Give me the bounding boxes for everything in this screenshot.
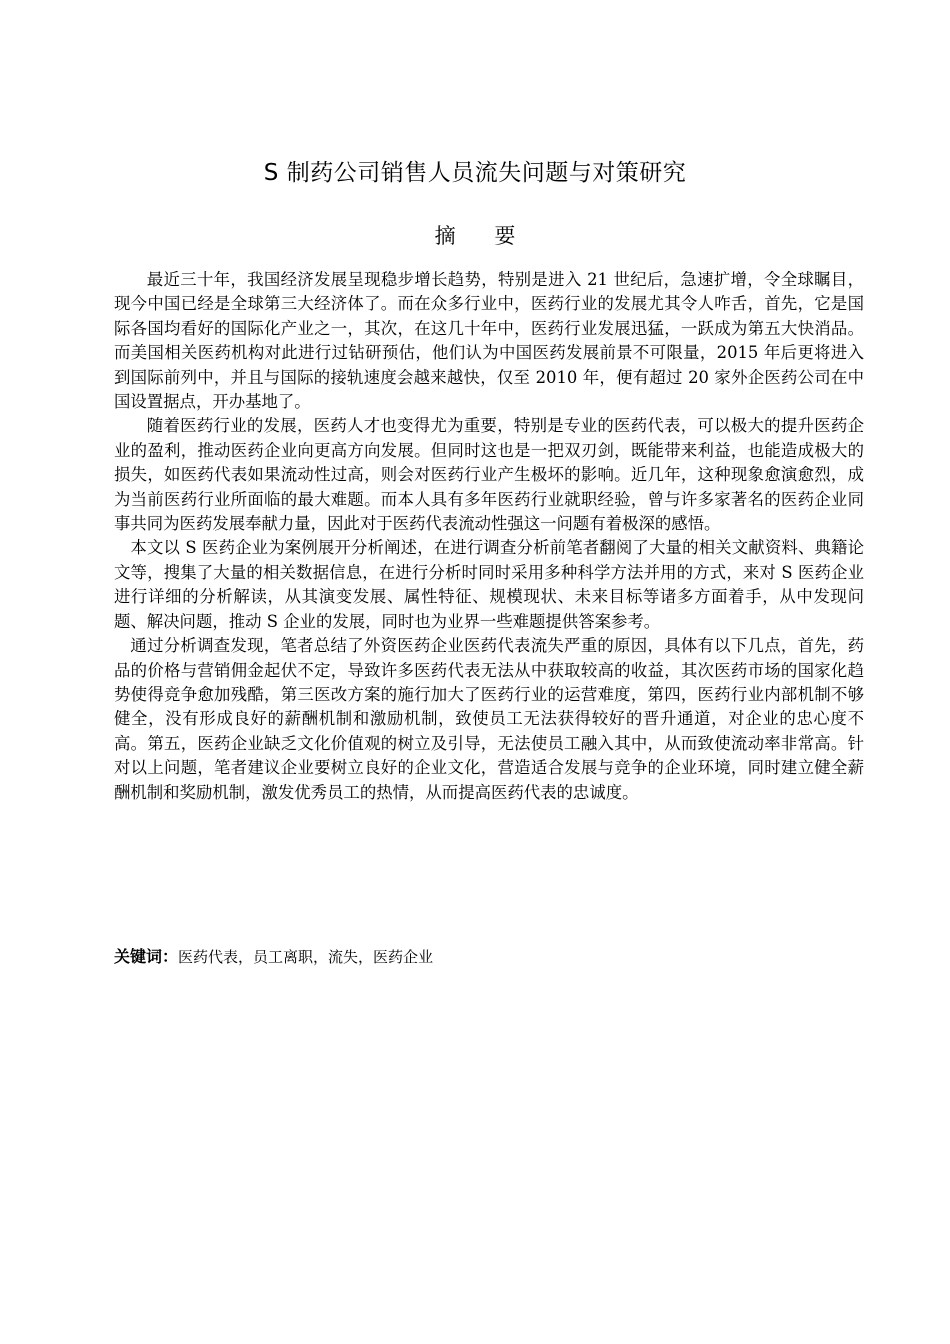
abstract-paragraph-4: 通过分析调查发现，笔者总结了外资医药企业医药代表流失严重的原因，具体有以下几点，首先，药品的价格与营销佣金起伏不定，导致许多医药代表无法从中获取较高的收益，其次医药市场的国家化趋势使得竞争愈加残酷，第三医改方案的施行加大了医药行业的运营难度，第四，医药行业内部机制不够健全，没有形成良好的薪酬机制和激励机制，致使员工无法获得较好的晋升通道，对企业的忠心度不高。第五，医药企业缺乏文化价值观的树立及引导，无法使员工融入其中，从而致使流动率非常高。针对以上问题，笔者建议企业要树立良好的企业文化，营造适合发展与竞争的企业环境，同时建立健全薪酬机制和奖励机制，激发优秀员工的热情，从而提高医药代表的忠诚度。 (114, 636, 864, 802)
keywords-label: 关键词： (114, 947, 179, 966)
abstract-paragraph-3: 本文以 S 医药企业为案例展开分析阐述，在进行调查分析前笔者翻阅了大量的相关文献资料、典籍论文等，搜集了大量的相关数据信息，在进行分析时同时采用多种科学方法并用的方式，来对 S 医药企业进行详细的分析解读，从其演变发展、属性特征、规模现状、未来目标等诸多方面着手，从中发现问题、解决问题，推动 S 企业的发展，同时也为业界一些难题提供答案参考。 (114, 538, 864, 631)
abstract-paragraph-2: 随着医药行业的发展，医药人才也变得尤为重要，特别是专业的医药代表，可以极大的提升医药企业的盈利，推动医药企业向更高方向发展。但同时这也是一把双刃剑，既能带来利益，也能造成极大的损失，如医药代表如果流动性过高，则会对医药行业产生极坏的影响。近几年，这种现象愈演愈烈，成为当前医药行业所面临的最大难题。而本人具有多年医药行业就职经验，曾与许多家著名的医药企业同事共同为医药发展奉献力量，因此对于医药代表流动性强这一问题有着极深的感悟。 (114, 416, 864, 534)
document-title: S 制药公司销售人员流失问题与对策研究 (263, 160, 687, 186)
keywords-line (114, 944, 864, 970)
abstract-body (114, 268, 864, 805)
abstract-heading: 摘 要 (434, 224, 532, 248)
abstract-paragraph-1: 最近三十年，我国经济发展呈现稳步增长趋势，特别是进入 21 世纪后，急速扩增，令全球瞩目，现今中国已经是全球第三大经济体了。而在众多行业中，医药行业的发展尤其令人咋舌，首先，它是国际各国均看好的国际化产业之一，其次，在这几十年中，医药行业发展迅猛，一跃成为第五大快消品。而美国相关医药机构对此进行过钻研预估，他们认为中国医药发展前景不可限量，2015 年后更将进入到国际前列中，并且与国际的接轨速度会越来越快，仅至 2010 年，便有超过 20 家外企医药公司在中国设置据点，开办基地了。 (114, 270, 864, 412)
keywords-text: 医药代表，员工离职，流失，医药企业 (178, 948, 434, 966)
